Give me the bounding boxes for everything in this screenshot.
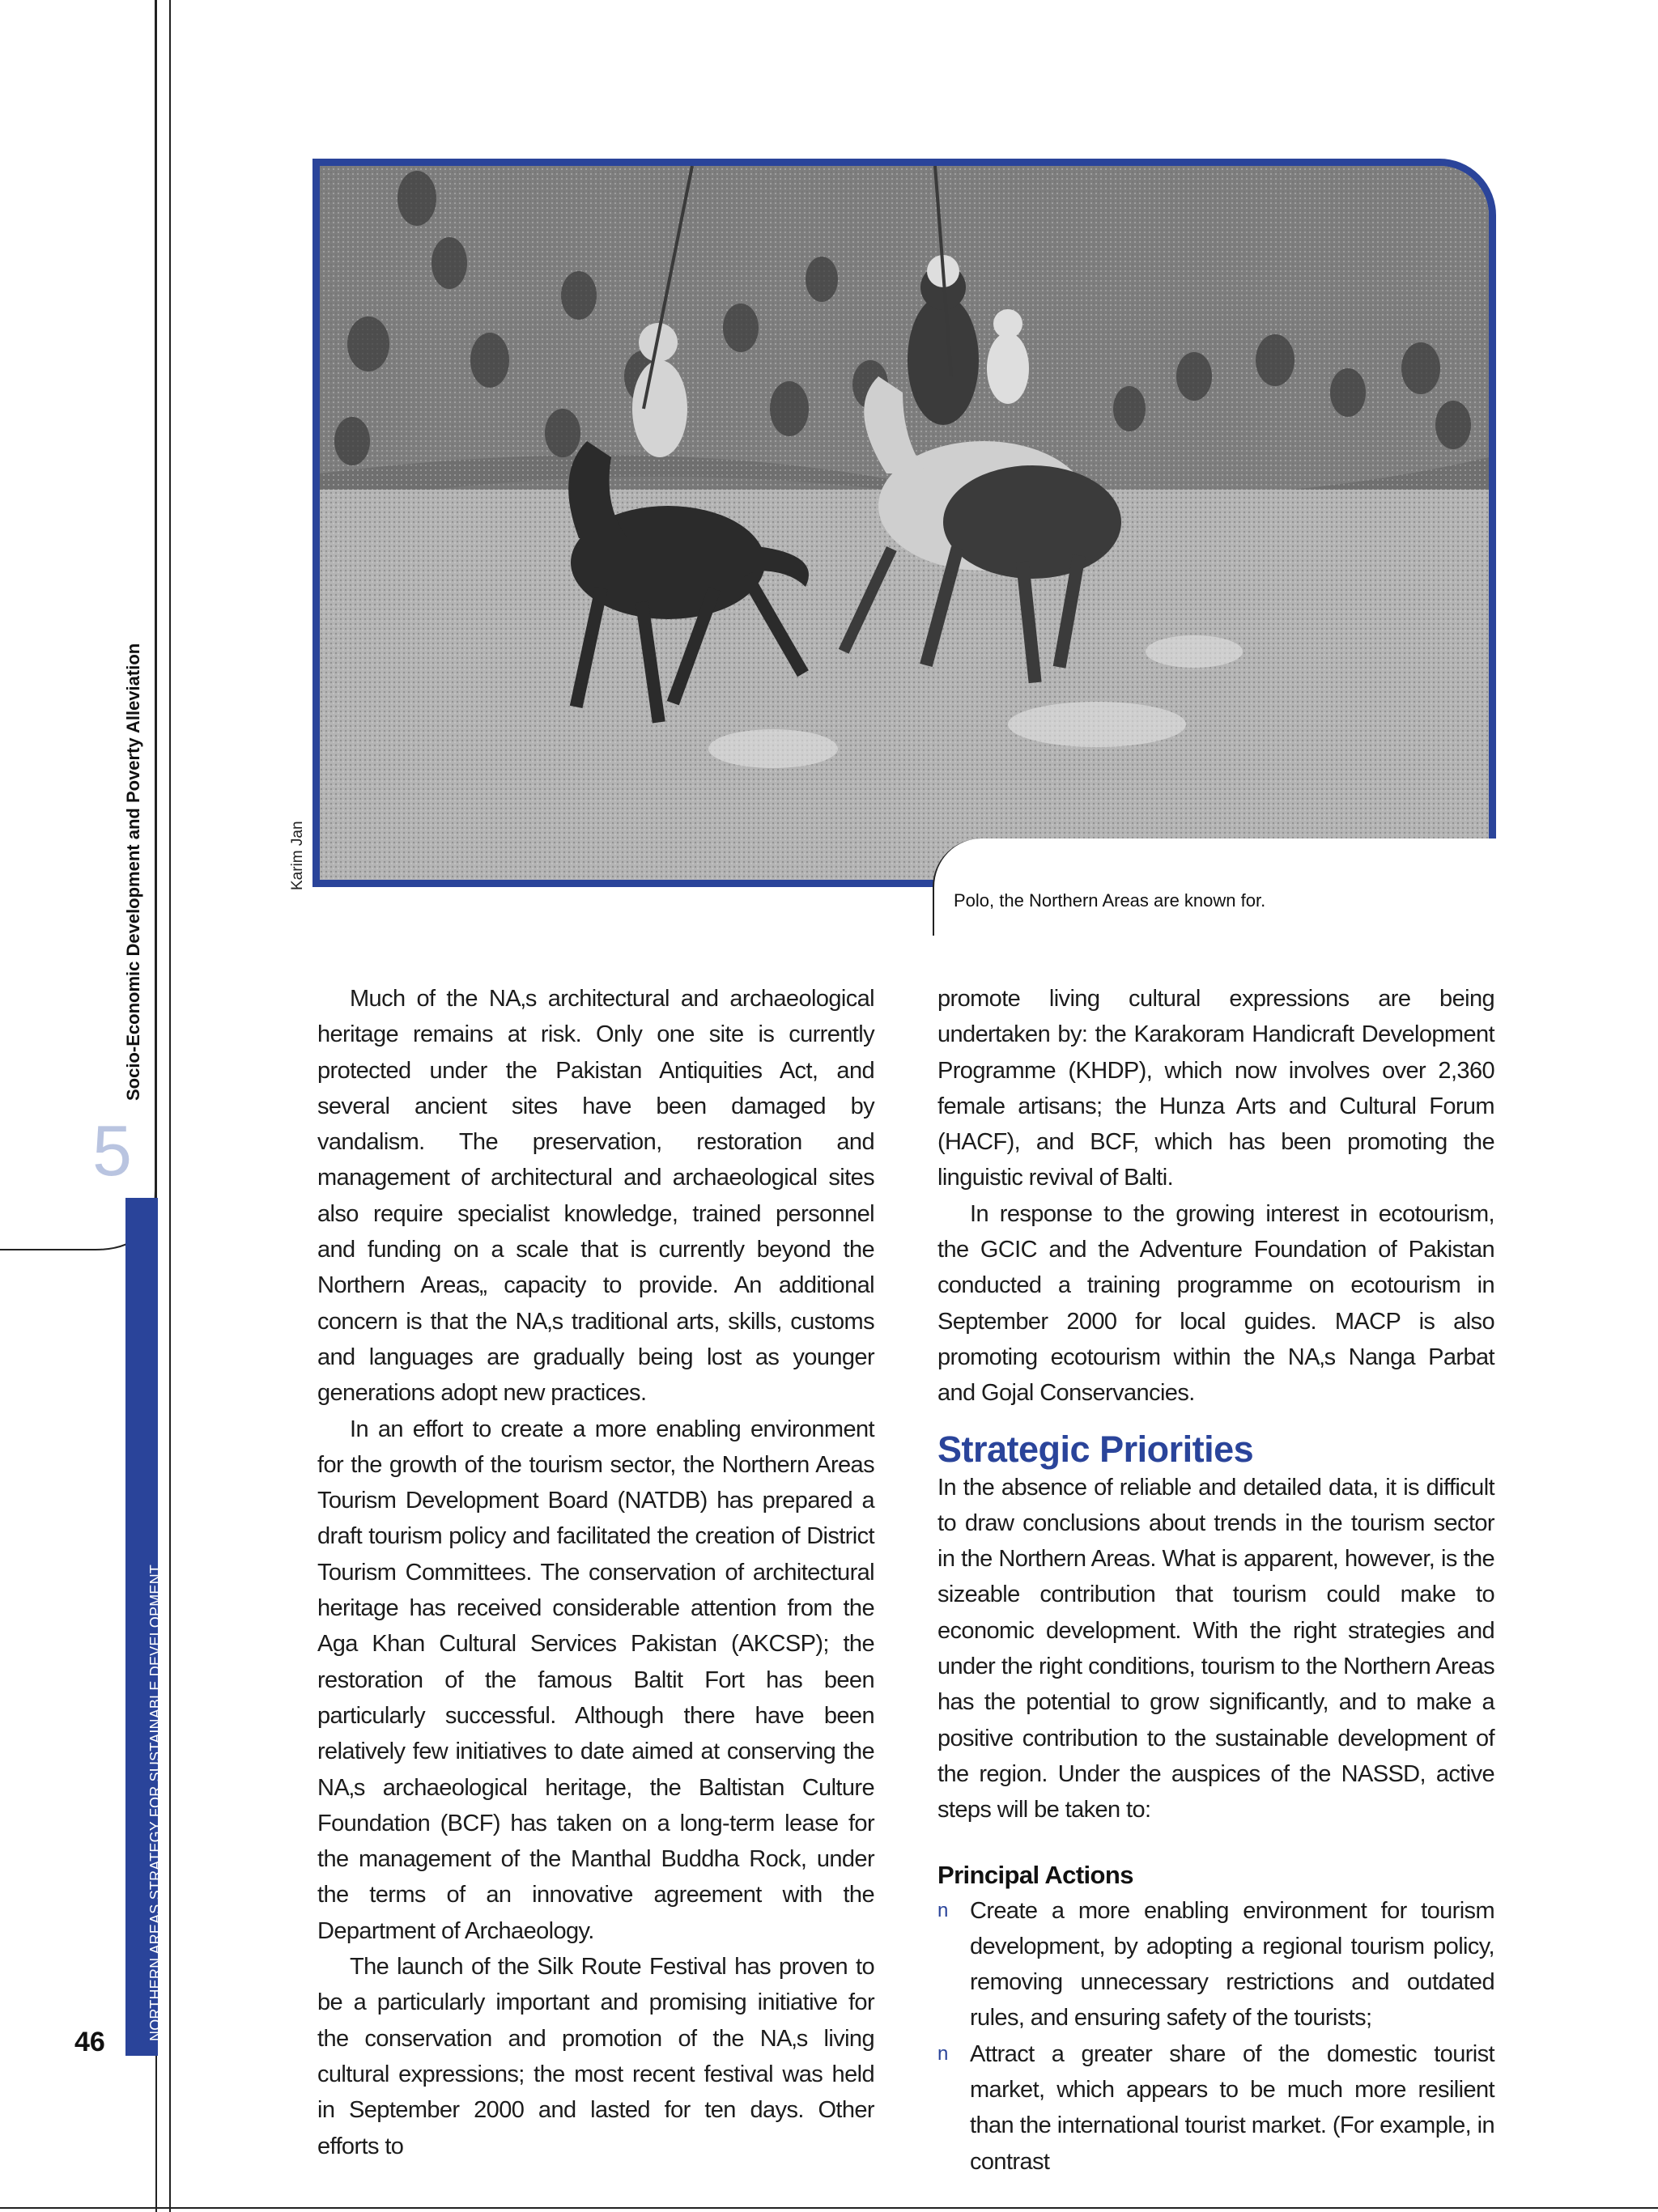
series-title: NORTHERN AREAS STRATEGY FOR SUSTAINABLE DEVELOPMENT [147,1565,164,2041]
paragraph: In the absence of reliable and detailed data, it is difficult to draw conclusions about trends in the tourism sector in the Northern Areas. What is apparent, however, is the sizeable contribution that tourism could make to economic development. With the right strategies and under the right conditions, tourism to the Northern Areas has the potential to grow significantly, and to make a positive contribution to the sustainable development of the region. Under the auspices of the NASSD, active steps will be taken to: [937,1474,1494,1824]
photo-credit: Karim Jan [289,821,306,890]
side-tab-curve [0,0,178,1263]
left-column [317,981,874,2164]
polo-photo [312,159,1496,887]
bottom-rule [0,2207,1658,2209]
paragraph: In an effort to create a more enabling environment for the growth of the tourism sector, the Northern Areas Tourism Development Board (NATDB) has prepared a draft tourism policy and facilitated the creation of District Tourism Committees. The conservation of architectural heritage has received considerable attention from the Aga Khan Cultural Services Pakistan (AKCSP); the restoration of the famous Baltit Fort has been particularly successful. Although there have been relatively few initiatives to date aimed at conserving the NA‚s archaeological heritage, the Baltistan Culture Foundation (BCF) has taken on a long-term lease for the management of the Manthal Buddha Rock, under the terms of an innovative agreement with the Department of Archaeology. [317,1416,874,1944]
page-number: 46 [74,2027,105,2057]
bullet-item [937,2036,1494,2180]
polo-illustration [320,166,1489,880]
bullet-text: Attract a greater share of the domestic tourist market, which appears to be much more resilient than the international tourist market. (For example, in contrast [970,2040,1494,2175]
paragraph: Much of the NA‚s architectural and archaeological heritage remains at risk. Only one site is currently protected under the Pakistan Antiquities Act, and several ancient sites have been damaged by vandalism. The preservation, restoration and management of architectural and archaeological sites also require specialist knowledge, trained personnel and funding on a scale that is currently beyond the Northern Areas„ capacity to provide. An additional concern is that the NA‚s traditional arts, skills, customs and languages are gradually being lost as younger generations adopt new practices. [317,986,874,1407]
bullet-marker: n [937,2042,948,2065]
photo-caption: Polo, the Northern Areas are known for. [954,890,1266,911]
subsection-heading: Principal Actions [937,1860,1133,1889]
paragraph: promote living cultural expressions are being undertaken by: the Karakoram Handicraft Development Programme (KHDP), which now involves over 2,360 female artisans; the Hunza Arts and Cultural Forum (HACF), and BCF, which has been promoting the linguistic revival of Balti. [937,986,1494,1191]
caption-notch [933,839,1501,936]
paragraph: The launch of the Silk Route Festival has proven to be a particularly important and promising initiative for the conservation and promotion of the NA‚s living cultural expressions; the most recent festival was held in September 2000 and lasted for ten days. Other efforts to [317,1954,874,2159]
paragraph: In response to the growing interest in ecotourism, the GCIC and the Adventure Foundation of Pakistan conducted a training programme on ecotourism in September 2000 for local guides. MACP is also promoting ecotourism within the NA‚s Nanga Parbat and Gojal Conservancies. [937,1200,1494,1407]
bullet-marker: n [937,1899,948,1921]
bullet-text: Create a more enabling environment for tourism development, by adopting a regional tourism policy, removing unnecessary restrictions and outdated rules, and ensuring safety of the tourists; [970,1897,1494,2032]
chapter-title: Socio-Economic Development and Poverty Alleviation [123,643,143,1101]
chapter-number: 5 [92,1110,132,1191]
right-column [937,981,1494,2180]
bullet-item [937,1893,1494,2036]
section-heading: Strategic Priorities [937,1428,1254,1470]
